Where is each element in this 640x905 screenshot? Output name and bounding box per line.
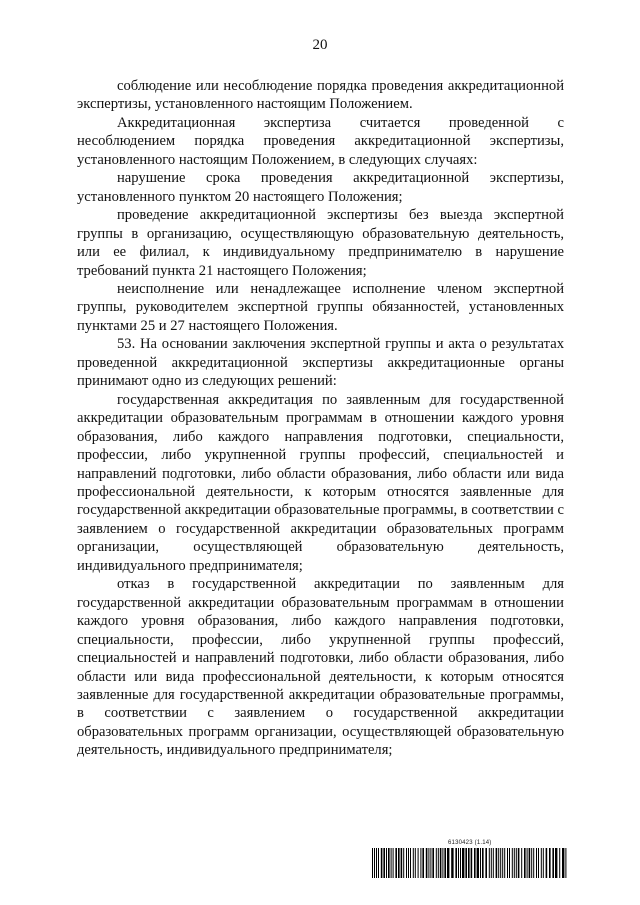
barcode-bar xyxy=(541,848,542,878)
barcode-bar xyxy=(406,848,407,878)
barcode-bar xyxy=(531,848,532,878)
barcode-bar xyxy=(482,848,484,878)
barcode-bar xyxy=(529,848,531,878)
barcode-bar xyxy=(430,848,431,878)
barcode-bar xyxy=(458,848,459,878)
barcode-bar xyxy=(562,848,564,878)
barcode-bar xyxy=(376,848,377,878)
barcode-bar xyxy=(432,848,434,878)
barcode-bar xyxy=(391,848,392,878)
barcode-bar xyxy=(383,848,385,878)
barcode-bar xyxy=(460,848,461,878)
barcode-bar xyxy=(422,848,424,878)
barcode-bar xyxy=(527,848,528,878)
barcode-bar xyxy=(428,848,429,878)
barcode-bar xyxy=(388,848,390,878)
barcode-bar xyxy=(549,848,551,878)
barcode-bar xyxy=(536,848,537,878)
barcode-bar xyxy=(381,848,383,878)
barcode-bar xyxy=(555,848,557,878)
barcode-bar xyxy=(442,848,443,878)
barcode-bar xyxy=(403,848,404,878)
barcode-bar xyxy=(498,848,499,878)
barcode-bar xyxy=(418,848,419,878)
barcode-bar xyxy=(378,848,379,878)
barcode-bar xyxy=(489,848,490,878)
barcode-bar xyxy=(546,848,548,878)
barcode-bar xyxy=(502,848,503,878)
document-code: 6130423 (1.14) xyxy=(448,840,492,846)
barcode-bar xyxy=(514,848,515,878)
paragraph: 53. На основании заключения экспертной группы и акта о результатах проведенной аккредитационной экспертизы аккредитационные органы принимают одно из следующих решений: xyxy=(77,336,564,390)
barcode-bar xyxy=(512,848,513,878)
barcode-bar xyxy=(552,848,554,878)
barcode-bar xyxy=(559,848,560,878)
barcode-bar xyxy=(374,848,375,878)
barcode-bar xyxy=(415,848,416,878)
barcode-bar xyxy=(420,848,421,878)
barcode-bar xyxy=(493,848,494,878)
barcode-bar xyxy=(524,848,526,878)
barcode-bar xyxy=(395,848,397,878)
barcode-bar xyxy=(408,848,409,878)
barcode-bar xyxy=(393,848,394,878)
barcode-bar xyxy=(438,848,439,878)
barcode-bar xyxy=(538,848,539,878)
barcode-bar xyxy=(465,848,467,878)
paragraph: соблюдение или несоблюдение порядка проведения аккредитационной экспертизы, установленного настоящим Положением. xyxy=(77,78,564,113)
barcode-bar xyxy=(509,848,510,878)
barcode-bar xyxy=(471,848,473,878)
barcode-bar xyxy=(413,848,414,878)
paragraph: нарушение срока проведения аккредитационной экспертизы, установленного пунктом 20 настоящего Положения; xyxy=(77,170,564,205)
barcode-bar xyxy=(507,848,508,878)
barcode-bar xyxy=(504,848,505,878)
barcode-bar xyxy=(451,848,453,878)
barcode-bar xyxy=(496,848,498,878)
barcode-bar xyxy=(491,848,492,878)
barcode-bar xyxy=(455,848,457,878)
paragraph: отказ в государственной аккредитации по заявленным для государственной аккредитации образовательным программам в отношении каждого уровня образования, либо каждого направления подготовки, специальности, профессии, либо укрупненной группы профессий, специальностей и направлений подготовки, либо области образования, либо области или вида профессиональной деятельности, к которым относятся заявленные для государственной аккредитации образовательные программы, в соответствии с заявлением о государственной аккредитации образовательных программ организации, осуществляющей образовательную деятельность, индивидуального предпринимателя; xyxy=(77,576,564,759)
barcode-bar xyxy=(386,848,387,878)
barcode-bar xyxy=(444,848,446,878)
document-body xyxy=(77,77,564,760)
barcode-bar xyxy=(543,848,544,878)
barcode-bar xyxy=(516,848,517,878)
barcode-bar xyxy=(518,848,520,878)
barcode-bar xyxy=(521,848,522,878)
barcode-bar xyxy=(372,848,373,878)
barcode-bar xyxy=(401,848,403,878)
barcode-bar xyxy=(398,848,400,878)
barcode-bar xyxy=(565,848,566,878)
barcode-bar xyxy=(500,848,501,878)
barcode-bar xyxy=(462,848,464,878)
barcode-bar xyxy=(477,848,479,878)
barcode-bar xyxy=(474,848,476,878)
paragraph: государственная аккредитация по заявленным для государственной аккредитации образовательным программам в отношении каждого уровня образования, либо каждого направления подготовки, специальности, профессии, либо укрупненной группы профессий, специальностей и направлений подготовки, либо области образования, либо области или вида профессиональной деятельности, к которым относятся заявленные для государственной аккредитации образовательные программы, в соответствии с заявлением о государственной аккредитации образовательных программ организации, осуществляющей образовательную деятельность, индивидуального предпринимателя; xyxy=(77,391,564,574)
page-number: 20 xyxy=(312,37,328,53)
barcode-bar xyxy=(485,848,487,878)
barcode-bar xyxy=(468,848,470,878)
paragraph: проведение аккредитационной экспертизы без выезда экспертной группы в организацию, осуществляющую образовательную деятельность, или ее филиал, к индивидуальному предпринимателю в нарушение требований пункта 21 настоящего Положения; xyxy=(77,207,564,279)
barcode-bar xyxy=(426,848,428,878)
barcode-bar xyxy=(480,848,481,878)
barcode-bar xyxy=(440,848,442,878)
barcode-bar xyxy=(410,848,411,878)
barcode-bar xyxy=(447,848,449,878)
barcode-icon xyxy=(372,848,567,878)
paragraph: неисполнение или ненадлежащее исполнение членом экспертной группы, руководителем экспертной группы обязанностей, установленных пунктами 25 и 27 настоящего Положения. xyxy=(77,280,564,334)
paragraph: Аккредитационная экспертиза считается проведенной с несоблюдением порядка проведения аккредитационной экспертизы, установленного настоящим Положением, в следующих случаях: xyxy=(77,114,564,168)
barcode-bar xyxy=(436,848,437,878)
barcode-bar xyxy=(533,848,534,878)
